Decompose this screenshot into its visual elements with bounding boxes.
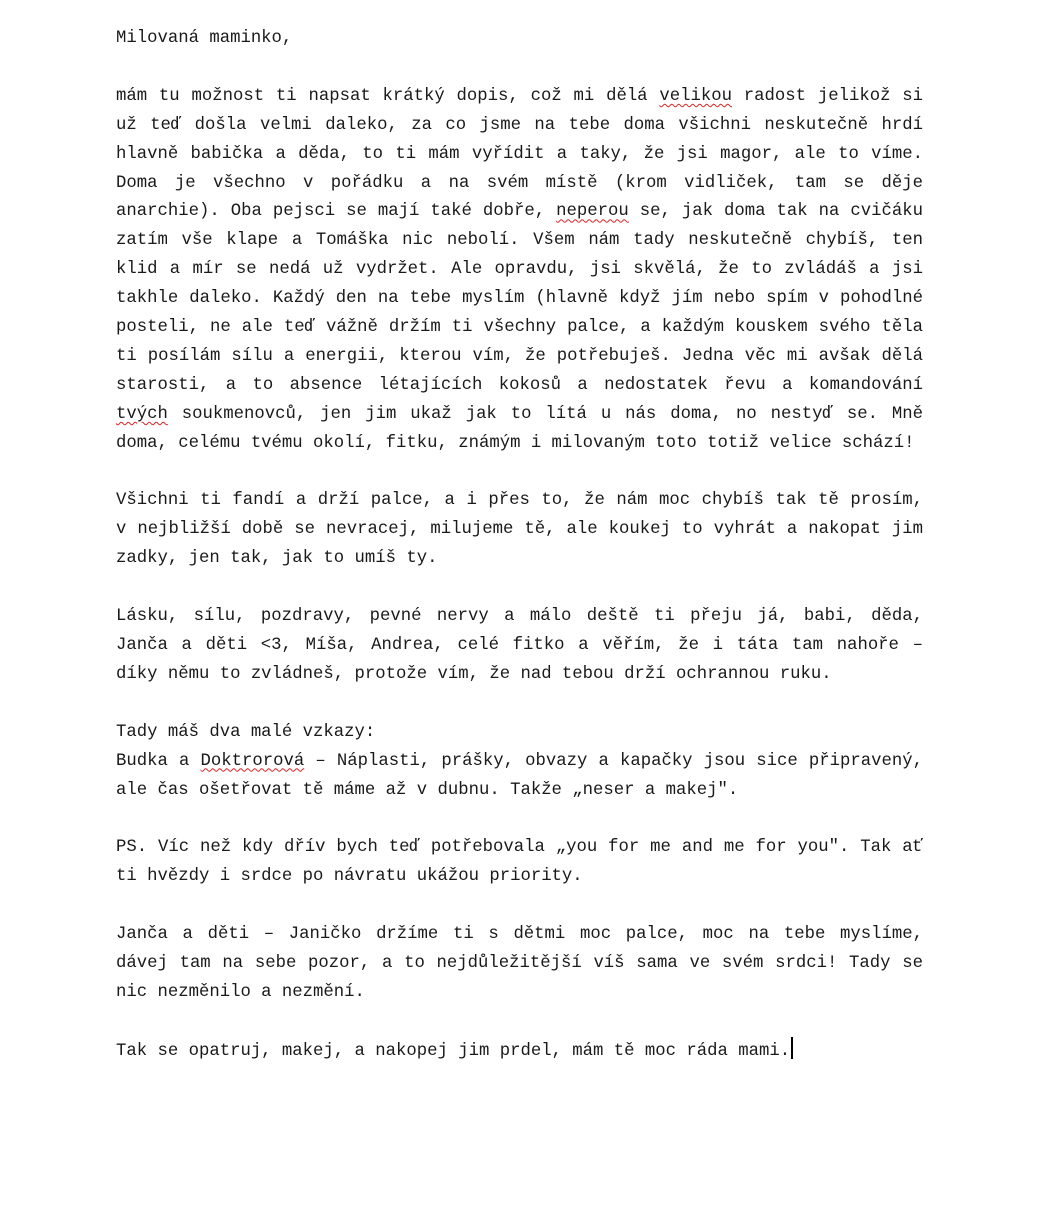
text-run: mám tu možnost ti napsat krátký dopis, což mi dělá <box>116 86 660 106</box>
paragraph-message-budka <box>116 748 923 806</box>
document-page[interactable] <box>116 25 923 1067</box>
text-run: soukmenovců, jen jim ukaž jak to lítá u nás doma, no nestyď se. Mně doma, celému tvému okolí, fitku, známým i milovaným toto totiž velice schází! <box>116 404 923 453</box>
text-run: Budka a <box>116 751 201 771</box>
text-run: – Náplasti, prášky, obvazy a kapačky jsou sice připravený, ale čas ošetřovat tě máme až v dubnu. Takže „neser a makej". <box>116 751 924 800</box>
text-run: radost jelikož si už teď došla velmi daleko, za co jsme na tebe doma všichni neskutečně hrdí hlavně babička a děda, to ti mám vyřídit a taky, že jsi magor, ale to víme. Doma je všechno v pořádku a na svém místě (krom vidliček, tam se děje anarchie). Oba pejsci se mají také dobře, <box>116 86 923 222</box>
closing-line <box>116 1037 923 1067</box>
text-cursor <box>791 1037 793 1059</box>
paragraph-support: Všichni ti fandí a drží palce, a i přes to, že nám moc chybíš tak tě prosím, v nejbližší době se nevracej, milujeme tě, ale koukej to vyhrát a nakopat jim zadky, jen tak, jak to umíš ty. <box>116 491 923 569</box>
paragraph-wishes: Lásku, sílu, pozdravy, pevné nervy a málo deště ti přeju já, babi, děda, Janča a děti <3, Míša, Andrea, celé fitko a věřím, že i táta tam nahoře – díky němu to zvládneš, protože vím, že nad tebou drží ochrannou ruku. <box>116 607 923 684</box>
paragraph-janca: Janča a děti – Janičko držíme ti s dětmi moc palce, moc na tebe myslíme, dávej tam na sebe pozor, a to nejdůležitější víš sama ve svém srdci! Tady se nic nezměnilo a nezmění. <box>116 925 923 1002</box>
greeting-line: Milovaná maminko, <box>116 29 293 48</box>
spellcheck-word[interactable]: tvých <box>116 404 168 424</box>
paragraph-ps: PS. Víc než kdy dřív bych teď potřebovala „you for me and me for you". Tak ať ti hvězdy i srdce po návratu ukážou priority. <box>116 838 923 887</box>
spellcheck-word[interactable]: velikou <box>659 86 732 106</box>
paragraph-main <box>116 83 923 459</box>
closing-text: Tak se opatruj, makej, a nakopej jim prdel, mám tě moc ráda mami. <box>116 1041 791 1061</box>
spellcheck-word[interactable]: neperou <box>556 202 629 222</box>
text-run: se, jak doma tak na cvičáku zatím vše klape a Tomáška nic nebolí. Všem nám tady neskutečně chybíš, ten klid a mír se nedá už vydržet. Ale opravdu, jsi skvělá, že to zvládáš a jsi takhle daleko. Každý den na tebe myslím (hlavně když jím nebo spím v pohodlné posteli, ne ale teď vážně držím ti všechny palce, a každým kouskem svého těla ti posílám sílu a energii, kterou vím, že potřebuješ. Jedna věc mi avšak dělá starosti, a to absence létajících kokosů a nedostatek řevu a komandování <box>116 202 923 395</box>
messages-heading: Tady máš dva malé vzkazy: <box>116 722 376 742</box>
spellcheck-word[interactable]: Doktrorová <box>200 751 305 771</box>
